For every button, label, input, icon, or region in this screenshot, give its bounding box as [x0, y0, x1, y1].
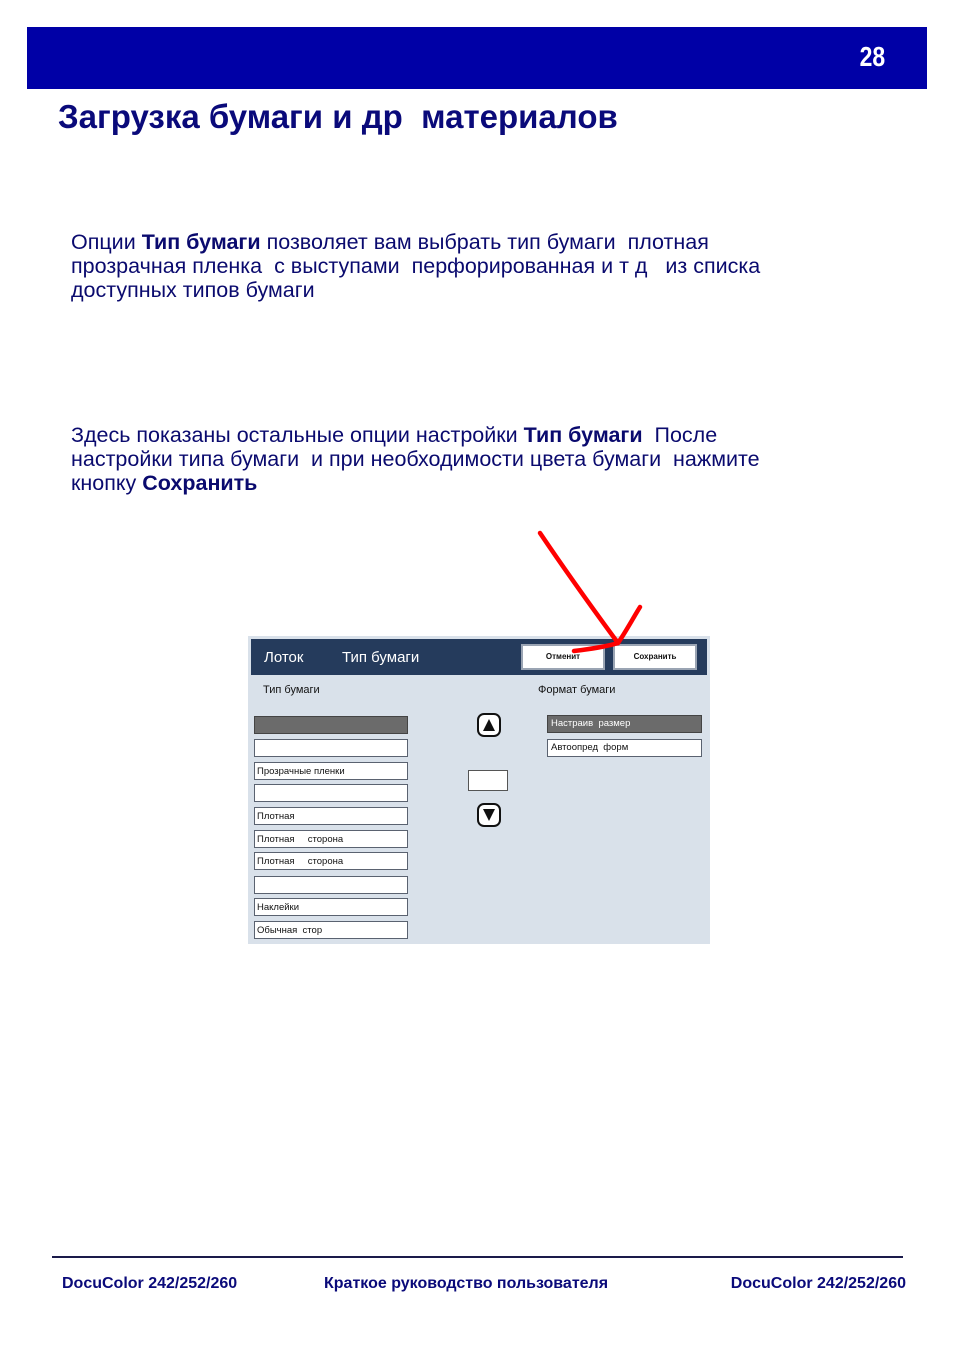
paper-type-option[interactable]	[254, 784, 408, 802]
intro-line-2: прозрачная пленка с выступами перфорированная и т д из списка	[71, 254, 761, 278]
instruction-line-1-post: После	[642, 423, 718, 447]
page-indicator	[468, 770, 508, 791]
red-arrow-icon	[530, 525, 650, 660]
paper-type-option[interactable]: Обычная стор	[254, 921, 408, 939]
paper-type-label: Тип бумаги	[263, 684, 320, 696]
paper-type-option[interactable]	[254, 739, 408, 757]
footer-divider	[52, 1256, 903, 1258]
intro-line-3: доступных типов бумаги	[71, 278, 315, 302]
paper-size-option[interactable]: Автоопред форм	[547, 739, 702, 757]
paper-type-option[interactable]: Наклейки	[254, 898, 408, 916]
paper-size-label: Формат бумаги	[538, 684, 616, 696]
up-arrow-icon	[482, 718, 496, 732]
instruction-line-2: настройки типа бумаги и при необходимости цвета бумаги нажмите	[71, 447, 760, 471]
instruction-line-1-pre: Здесь показаны остальные опции настройки	[71, 423, 524, 447]
instruction-line-1	[71, 423, 871, 447]
instruction-line-3-pre: кнопку	[71, 471, 143, 495]
paper-type-option[interactable]: Плотная сторона	[254, 852, 408, 870]
instruction-paper-type-bold: Тип бумаги	[523, 423, 643, 447]
page-title: Загрузка бумаги и др материалов	[58, 98, 618, 135]
save-button[interactable]: Сохранить	[613, 644, 697, 670]
footer-product-left: DocuColor 242/252/260	[62, 1275, 238, 1292]
down-arrow-icon	[482, 808, 496, 822]
footer-guide-title: Краткое руководство пользователя	[324, 1275, 609, 1292]
header-bar	[27, 27, 927, 89]
paper-type-option[interactable]	[254, 876, 408, 894]
instruction-paragraph	[71, 423, 871, 495]
intro-line-1-post: позволяет вам выбрать тип бумаги плотная	[260, 230, 709, 254]
footer-product-right: DocuColor 242/252/260	[730, 1275, 906, 1292]
page-number: 28	[859, 41, 885, 72]
paper-type-screen	[248, 636, 710, 944]
cancel-button[interactable]: Отменит	[521, 644, 605, 670]
paper-type-option[interactable]: Плотная сторона	[254, 830, 408, 848]
paper-type-option[interactable]: Плотная	[254, 807, 408, 825]
tab-tray[interactable]: Лоток	[264, 649, 304, 666]
scroll-up-button[interactable]	[477, 713, 501, 737]
intro-paragraph	[71, 230, 871, 302]
instruction-line-3	[71, 471, 871, 495]
intro-paper-type-bold: Тип бумаги	[141, 230, 261, 254]
paper-type-option[interactable]	[254, 716, 408, 734]
tab-paper-type[interactable]: Тип бумаги	[342, 649, 420, 666]
scroll-down-button[interactable]	[477, 803, 501, 827]
intro-line-1-pre: Опции	[71, 230, 142, 254]
intro-line-1	[71, 230, 871, 254]
instruction-save-bold: Сохранить	[142, 471, 258, 495]
paper-size-option[interactable]: Настраив размер	[547, 715, 702, 733]
paper-type-option[interactable]: Прозрачные пленки	[254, 762, 408, 780]
